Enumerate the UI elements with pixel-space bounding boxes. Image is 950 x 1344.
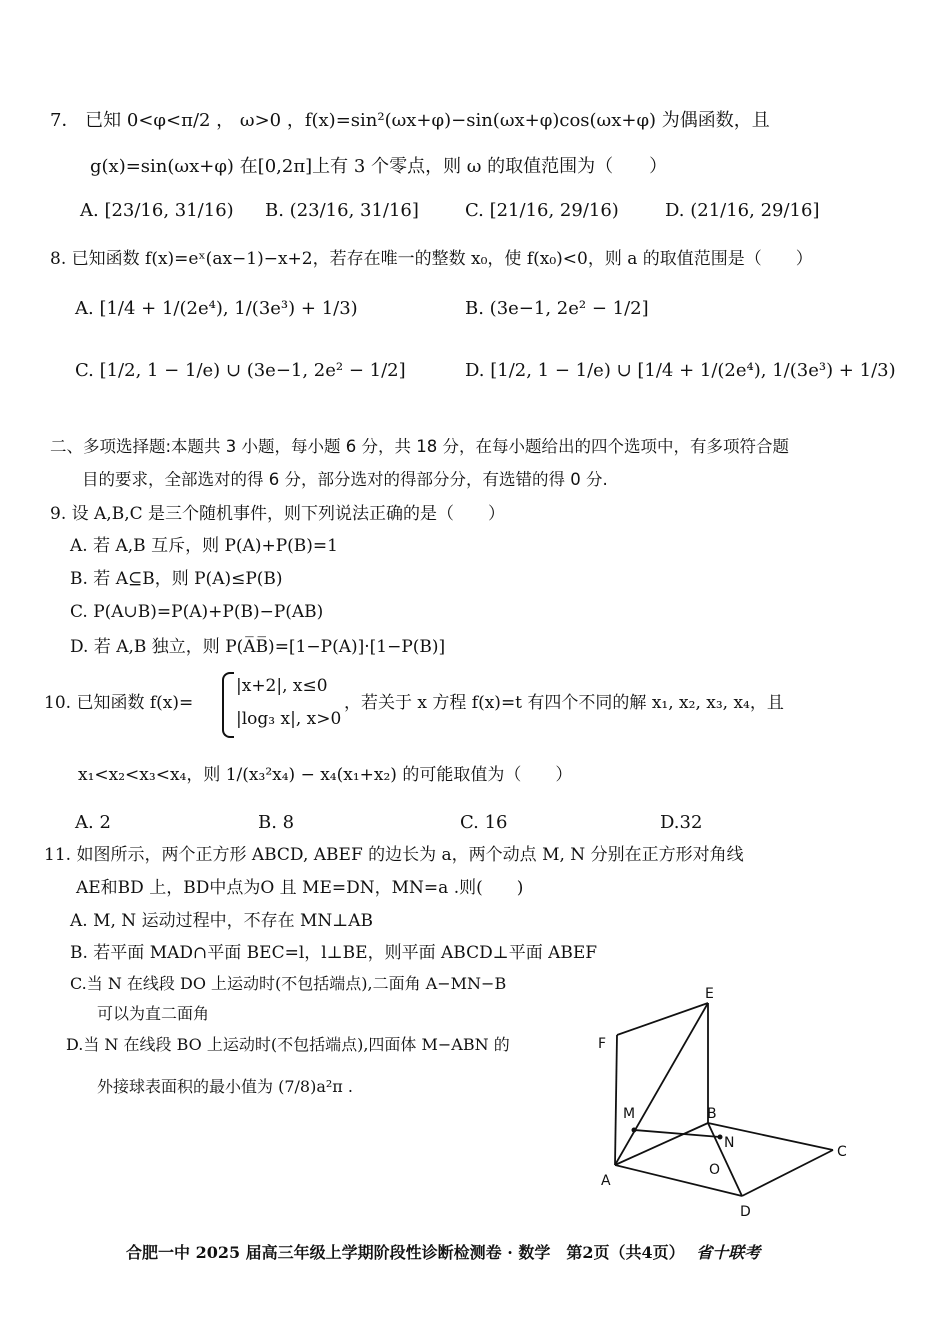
point-M	[632, 1128, 637, 1133]
edge-FE	[617, 1003, 708, 1035]
edge-CD	[742, 1150, 833, 1196]
q11-stem-line2: AE和BD 上，BD中点为O 且 ME=DN，MN=a .则( )	[76, 878, 524, 898]
q10-case2: |log₃ x|, x>0	[236, 709, 342, 729]
q9-stem: 9. 设 A,B,C 是三个随机事件，则下列说法正确的是（ ）	[50, 504, 506, 524]
q11-option-d-line2: 外接球表面积的最小值为 (7/8)a²π .	[97, 1077, 353, 1096]
label-B: B	[707, 1106, 717, 1122]
edge-AE	[615, 1003, 708, 1165]
q11-option-c-line1: C.当 N 在线段 DO 上运动时(不包括端点),二面角 A−MN−B	[70, 974, 507, 993]
section2-heading-line2: 目的要求，全部选对的得 6 分，部分选对的得部分分，有选错的得 0 分.	[82, 470, 608, 489]
q10-option-b: B. 8	[258, 812, 295, 833]
q9-option-c: C. P(A∪B)=P(A)+P(B)−P(AB)	[70, 602, 324, 622]
q11-option-a: A. M, N 运动过程中，不存在 MN⊥AB	[70, 911, 374, 931]
label-F: F	[598, 1036, 607, 1052]
q10-option-d: D.32	[660, 812, 703, 833]
q8-option-a: A. [1/4 + 1/(2e⁴), 1/(3e³) + 1/3)	[75, 298, 358, 319]
edge-AF	[615, 1035, 617, 1165]
q10-option-a: A. 2	[75, 812, 111, 833]
q7-option-c: C. [21/16, 29/16)	[465, 200, 619, 221]
q8-option-b: B. (3e−1, 2e² − 1/2]	[465, 298, 649, 319]
q11-option-d-line1: D.当 N 在线段 BO 上运动时(不包括端点),四面体 M−ABN 的	[66, 1035, 510, 1054]
q9-option-b: B. 若 A⊆B，则 P(A)≤P(B)	[70, 569, 283, 589]
q9-option-d: D. 若 A,B 独立，则 P(A̅B̅)=[1−P(A)]·[1−P(B)]	[70, 637, 446, 657]
q11-option-b: B. 若平面 MAD∩平面 BEC=l，l⊥BE，则平面 ABCD⊥平面 ABEF	[70, 943, 598, 963]
edge-BD	[708, 1123, 742, 1196]
label-M: M	[623, 1106, 636, 1122]
q10-piecewise-brace	[222, 672, 234, 738]
q11-stem-line1: 11. 如图所示，两个正方形 ABCD, ABEF 的边长为 a，两个动点 M, N 分别在正方形对角线	[44, 845, 744, 865]
label-E: E	[705, 986, 714, 1002]
label-N: N	[724, 1135, 735, 1151]
q9-option-a: A. 若 A,B 互斥，则 P(A)+P(B)=1	[70, 536, 338, 556]
edge-AD	[615, 1165, 742, 1196]
point-N	[718, 1135, 723, 1140]
q10-case1: |x+2|, x≤0	[236, 676, 328, 696]
label-O: O	[709, 1162, 721, 1178]
segment-MN	[634, 1130, 720, 1137]
q8-option-d: D. [1/2, 1 − 1/e) ∪ [1/4 + 1/(2e⁴), 1/(3e³) + 1/3)	[465, 360, 896, 381]
q7-stem-line2: g(x)=sin(ωx+φ) 在[0,2π]上有 3 个零点，则 ω 的取值范围为（ ）	[90, 156, 668, 177]
q10-stem-line2: x₁<x₂<x₃<x₄，则 1/(x₃²x₄) − x₄(x₁+x₂) 的可能取值为（ ）	[78, 765, 573, 785]
q10-stem-left: 10. 已知函数 f(x)=	[44, 693, 194, 713]
label-D: D	[740, 1204, 751, 1220]
footer-text: 合肥一中 2025 届高三年级上学期阶段性诊断检测卷 · 数学 第2页（共4页）	[126, 1243, 685, 1262]
footer-brand: 省十联考	[696, 1243, 761, 1262]
page-footer	[126, 1240, 760, 1263]
q7-option-b: B. (23/16, 31/16]	[265, 200, 419, 221]
q7-stem-line1: 7． 已知 0<φ<π/2 ， ω>0 ，f(x)=sin²(ωx+φ)−sin(ωx+φ)cos(ωx+φ) 为偶函数，且	[50, 110, 770, 131]
edge-AB	[615, 1123, 708, 1165]
section2-heading-line1: 二、多项选择题:本题共 3 小题，每小题 6 分，共 18 分，在每小题给出的四个选项中，有多项符合题	[50, 437, 790, 456]
label-A: A	[601, 1173, 611, 1189]
q7-option-a: A. [23/16, 31/16)	[80, 200, 234, 221]
q7-option-d: D. (21/16, 29/16]	[665, 200, 820, 221]
two-squares-figure	[590, 985, 870, 1220]
q10-option-c: C. 16	[460, 812, 508, 833]
label-C: C	[837, 1144, 847, 1160]
q8-stem: 8. 已知函数 f(x)=eˣ(ax−1)−x+2，若存在唯一的整数 x₀，使 f(x₀)<0，则 a 的取值范围是（ ）	[50, 249, 813, 269]
q11-option-c-line2: 可以为直二面角	[97, 1004, 210, 1023]
q10-stem-right: ，若关于 x 方程 f(x)=t 有四个不同的解 x₁, x₂, x₃, x₄，且	[344, 693, 784, 713]
q8-option-c: C. [1/2, 1 − 1/e) ∪ (3e−1, 2e² − 1/2]	[75, 360, 406, 381]
